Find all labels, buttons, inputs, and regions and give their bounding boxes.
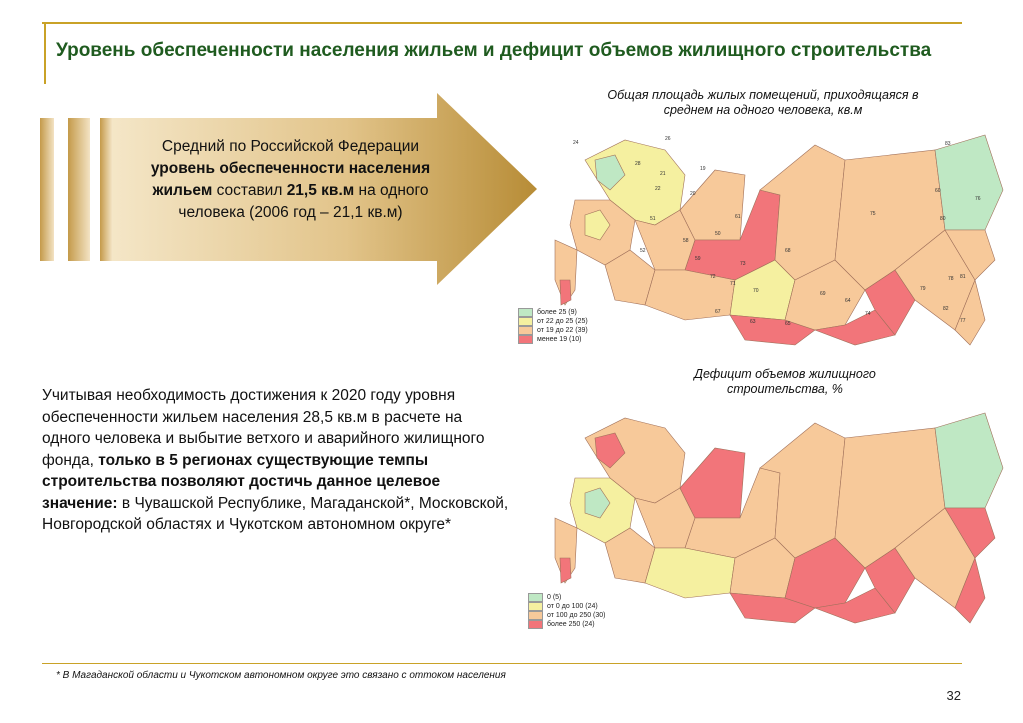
region-siberia-west [645,270,735,320]
svg-text:21: 21 [660,171,666,177]
svg-text:22: 22 [655,186,661,192]
svg-text:82: 82 [943,306,949,312]
map1-legend: более 25 (9) от 22 до 25 (25) от 19 до 22 (39) менее 19 (10) [518,308,588,344]
svg-text:64: 64 [845,298,851,304]
svg-text:71: 71 [730,281,736,287]
russia-map-housing [515,130,1005,350]
svg-text:68: 68 [785,248,791,254]
svg-text:28: 28 [635,161,641,167]
svg-text:76: 76 [975,196,981,202]
page-number: 32 [946,688,961,703]
svg-text:65: 65 [785,321,791,327]
footer-rule [42,663,962,664]
decorative-bar [100,118,112,261]
svg-text:50: 50 [715,231,721,237]
svg-text:24: 24 [573,140,579,146]
svg-text:59: 59 [695,256,701,262]
svg-text:51: 51 [650,216,656,222]
svg-text:79: 79 [920,286,926,292]
svg-text:69: 69 [820,291,826,297]
svg-text:78: 78 [948,276,954,282]
svg-text:70: 70 [753,288,759,294]
svg-text:19: 19 [700,166,706,172]
decorative-bar [40,118,54,261]
map1-title: Общая площадь жилых помещений, приходящаяся в среднем на одного человека, кв.м [607,88,919,117]
svg-text:20: 20 [690,191,696,197]
svg-text:60: 60 [935,188,941,194]
svg-text:63: 63 [750,319,756,325]
svg-text:72: 72 [710,274,716,280]
svg-text:61: 61 [735,214,741,220]
svg-text:81: 81 [960,274,966,280]
header-side-rule [44,22,46,84]
svg-text:73: 73 [740,261,746,267]
svg-text:80: 80 [940,216,946,222]
svg-text:58: 58 [683,238,689,244]
slide-title: Уровень обеспеченности населения жильем и дефицит объемов жилищного строительства [56,40,932,61]
svg-text:52: 52 [640,248,646,254]
callout-text: Средний по Российской Федерации уровень обеспеченности населения жильем составил 21,5 кв.м на одного человека (2006 год – 21,1 кв.м) [150,138,431,221]
svg-text:26: 26 [665,136,671,142]
footnote: * В Магаданской области и Чукотском автономном округе это связано с оттоком населения [56,670,506,681]
svg-text:67: 67 [715,309,721,315]
decorative-bar [68,118,90,261]
region-komi [680,170,745,240]
region-caucasus [560,280,571,305]
main-text: Учитывая необходимость достижения к 2020 году уровня обеспеченности жильем населения 28,5 кв.м в расчете на одного человека и выбытие ветхого и аварийного жилищного фонда, только в 5 регионах существующие темпы строительства позволяют достичь данное целевое значение: в Чувашской Республике, Магаданской*, Московской, Новгородской областях и Чукотском автономном округе* [42,387,509,533]
svg-text:75: 75 [870,211,876,217]
svg-text:74: 74 [865,311,871,317]
map2-legend: 0 (5) от 0 до 100 (24) от 100 до 250 (30) более 250 (24) [528,593,606,629]
header-rule [42,22,962,24]
map2-title: Дефицит объемов жилищного строительства, % [694,367,876,396]
svg-text:77: 77 [960,318,966,324]
svg-text:83: 83 [945,141,951,147]
